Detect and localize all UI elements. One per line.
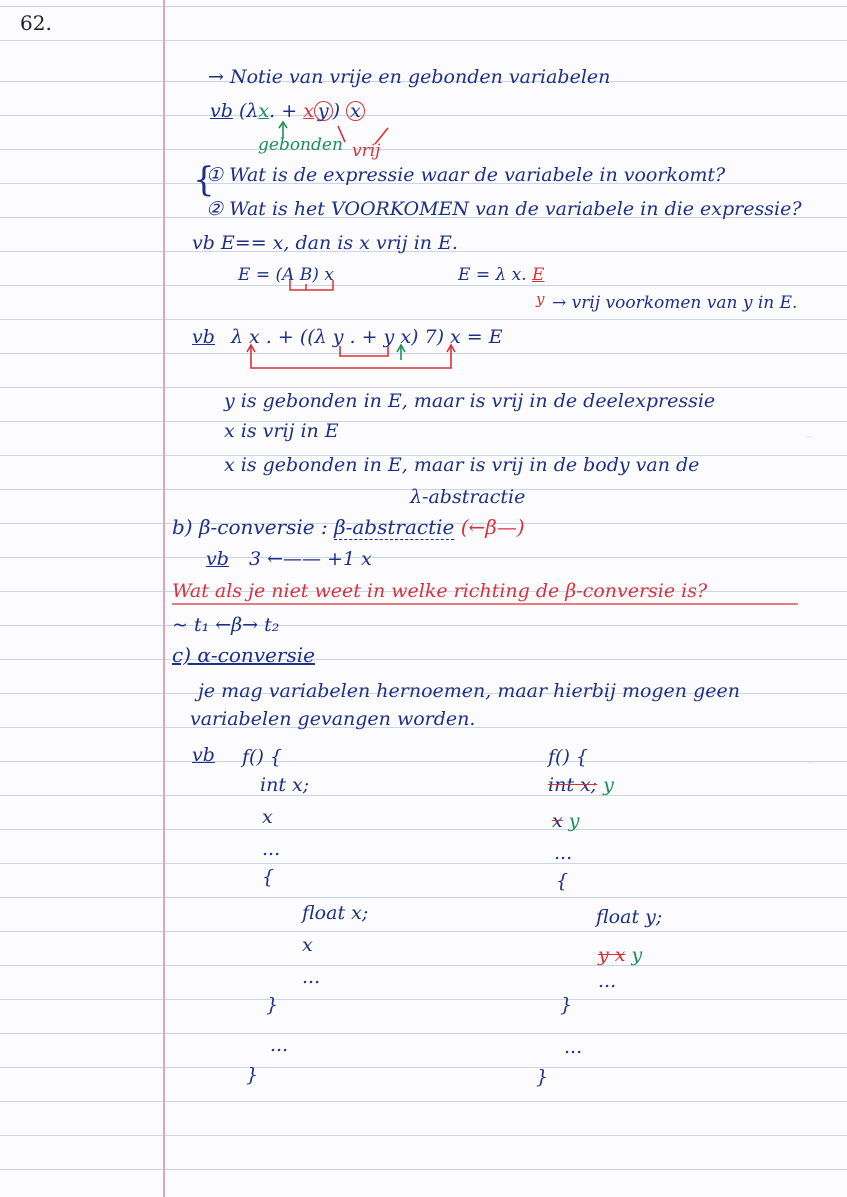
vb-label: vb	[210, 100, 233, 122]
question-2: ② Wat is het VOORKOMEN van de variabele in die expressie?	[206, 198, 802, 220]
alpha-line-2: variabelen gevangen worden.	[190, 708, 476, 730]
right-x: x	[552, 810, 563, 832]
left-code-line-3: x	[262, 806, 273, 828]
vb-label-3: vb	[192, 326, 215, 348]
expr-e: E	[532, 265, 545, 285]
right-code-line-8: ...	[598, 970, 617, 992]
explanation-3: x is gebonden in E, maar is vrij in de body van de	[224, 454, 700, 476]
right-code-line-11: }	[536, 1066, 549, 1088]
left-code-line-8: ...	[302, 966, 321, 988]
expr-ab-x: E = (A B) x	[238, 265, 334, 285]
beta-example-expr: 3 ←—— +1 x	[248, 548, 372, 570]
right-int-x: int x;	[548, 774, 598, 796]
left-code-line-2: int x;	[260, 774, 310, 796]
left-code-line-9: }	[266, 994, 279, 1016]
bound-x: x	[258, 100, 270, 122]
binding-arrows-ex2	[290, 280, 333, 290]
label-bound: gebonden	[258, 135, 343, 155]
notion-heading: → Notie van vrije en gebonden variabelen	[208, 66, 611, 88]
right-code-line-9: }	[560, 994, 573, 1016]
right-code-line-1: f() {	[548, 746, 588, 768]
right-code-line-10: ...	[564, 1036, 583, 1058]
alpha-line-1: je mag variabelen hernoemen, maar hierbij mogen geen	[198, 680, 740, 702]
green-y-2: y	[568, 810, 580, 832]
explanation-2: x is vrij in E	[224, 420, 339, 442]
dot-plus: . +	[269, 100, 298, 122]
page-holes	[805, 436, 815, 763]
beta-abstraction: β-abstractie	[334, 515, 455, 539]
explanation-1: y is gebonden in E, maar is vrij in de deelexpressie	[224, 390, 716, 412]
circled-x: x	[346, 101, 365, 121]
question-1: ① Wat is de expressie waar de variabele in voorkomt?	[206, 164, 726, 186]
left-code-line-4: ...	[262, 838, 281, 860]
tilde-line: ~ t₁ ←β→ t₂	[172, 614, 280, 636]
page-number: 62.	[20, 11, 52, 35]
explanation-4: λ-abstractie	[410, 486, 526, 508]
binding-arrows-ex1	[279, 122, 388, 144]
alpha-heading: c) α-conversie	[172, 643, 315, 667]
vb-label-code: vb	[192, 744, 215, 766]
left-code-line-10: ...	[270, 1034, 289, 1056]
right-code-line-4: ...	[554, 842, 573, 864]
left-code-line-11: }	[246, 1064, 259, 1086]
green-y-1: y	[603, 774, 614, 796]
binding-arrows-ex3	[247, 345, 455, 368]
red-question: Wat als je niet weet in welke richting de β-conversie is?	[172, 580, 708, 602]
beta-arrow: (←β—)	[460, 515, 525, 539]
lambda-open: (λ	[238, 100, 259, 122]
example-3-expr: λ x . + ((λ y . + y x) 7) x = E	[230, 326, 503, 348]
label-free: vrij	[352, 141, 381, 161]
right-code-line-6: float y;	[596, 906, 663, 928]
expr-lambda-pre: E = λ x.	[458, 265, 527, 285]
free-occurrence-note: → vrij voorkomen van y in E.	[552, 293, 798, 313]
brace: {	[193, 160, 215, 200]
circled-y: y	[314, 101, 333, 121]
close-paren: )	[332, 100, 341, 122]
left-code-line-6: float x;	[302, 902, 369, 924]
left-code-line-1: f() {	[242, 746, 282, 768]
vb-label-beta: vb	[206, 548, 229, 570]
free-x: x	[303, 100, 314, 122]
green-y-3: y	[631, 944, 643, 966]
left-code-line-7: x	[302, 934, 313, 956]
example-2-line: vb E== x, dan is x vrij in E.	[192, 232, 458, 254]
y-under-e: y	[536, 290, 545, 308]
left-code-line-5: {	[262, 866, 275, 888]
beta-label: b) β-conversie :	[172, 515, 328, 539]
right-y-x: y x	[598, 944, 626, 966]
right-code-line-5: {	[556, 870, 569, 892]
